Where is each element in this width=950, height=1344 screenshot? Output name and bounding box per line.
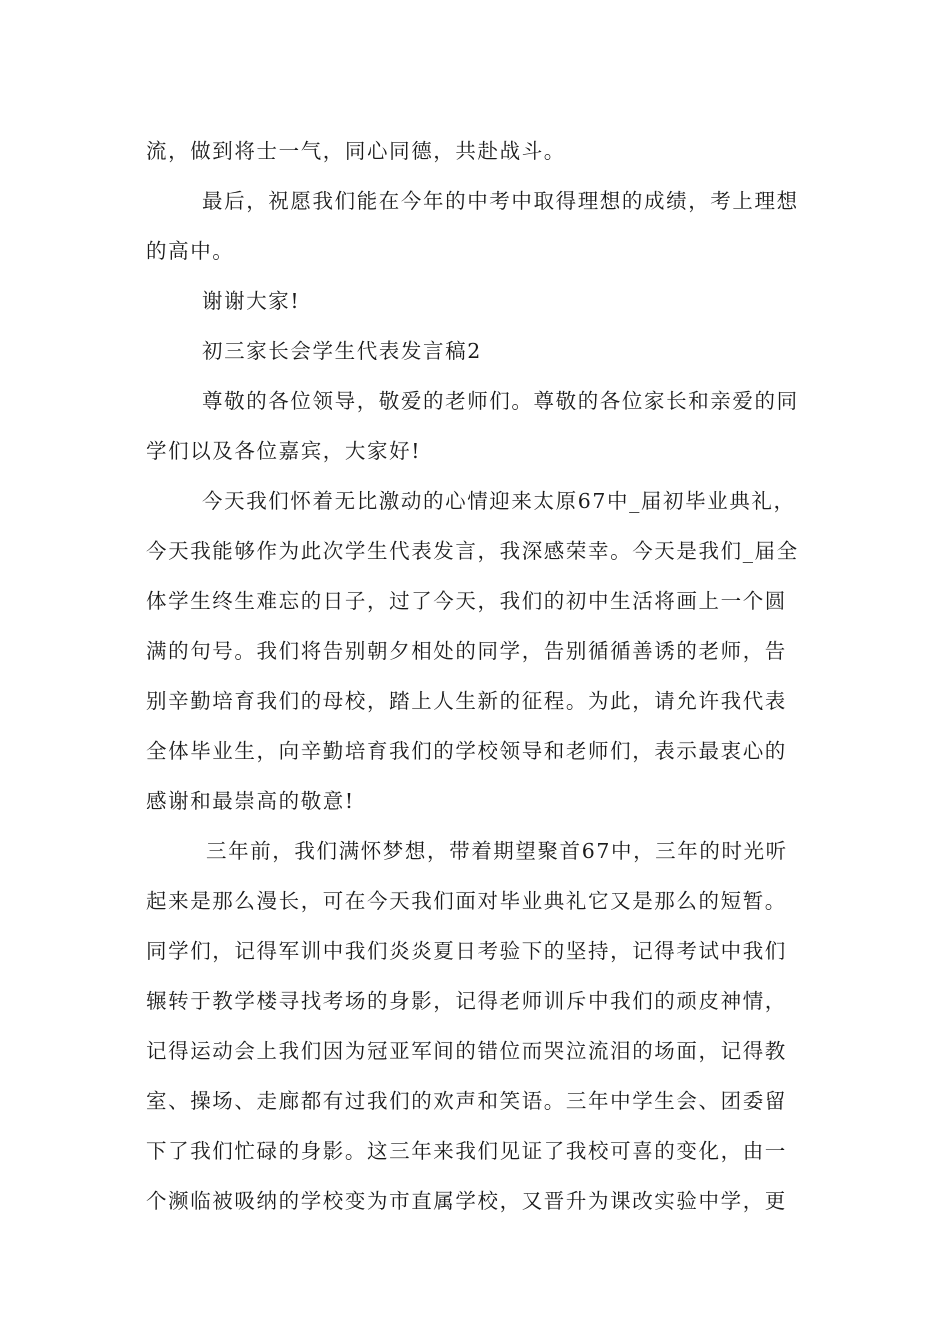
text-line: 今天我们怀着无比激动的心情迎来太原67中_届初毕业典礼，: [202, 489, 796, 513]
text-line: 同学们，记得军训中我们炎炎夏日考验下的坚持，记得考试中我们: [146, 939, 787, 963]
text-line: 全体毕业生，向辛勤培育我们的学校领导和老师们，表示最衷心的: [146, 739, 787, 763]
text-line: 记得运动会上我们因为冠亚军间的错位而哭泣流泪的场面，记得教: [146, 1039, 787, 1063]
text-line: 别辛勤培育我们的母校，踏上人生新的征程。为此，请允许我代表: [146, 689, 787, 713]
text-line: 室、操场、走廊都有过我们的欢声和笑语。三年中学生会、团委留: [146, 1089, 787, 1113]
text-line: 三年前，我们满怀梦想，带着期望聚首67中，三年的时光听: [206, 839, 788, 863]
text-line: 的高中。: [146, 239, 235, 263]
text-line: 谢谢大家!: [202, 289, 301, 313]
text-line: 辗转于教学楼寻找考场的身影，记得老师训斥中我们的顽皮神情，: [146, 989, 787, 1013]
text-line: 下了我们忙碌的身影。这三年来我们见证了我校可喜的变化，由一: [146, 1139, 787, 1163]
text-line: 体学生终生难忘的日子，过了今天，我们的初中生活将画上一个圆: [146, 589, 787, 613]
text-line: 流，做到将士一气，同心同德，共赴战斗。: [146, 139, 566, 163]
text-line: 今天我能够作为此次学生代表发言，我深感荣幸。今天是我们_届全: [146, 539, 799, 563]
text-line: 感谢和最崇高的敬意!: [146, 789, 355, 813]
text-line: 满的句号。我们将告别朝夕相处的同学，告别循循善诱的老师，告: [146, 639, 787, 663]
text-line: 个濒临被吸纳的学校变为市直属学校，又晋升为课改实验中学，更: [146, 1189, 787, 1213]
text-line: 起来是那么漫长，可在今天我们面对毕业典礼它又是那么的短暂。: [146, 889, 787, 913]
section-heading: 初三家长会学生代表发言稿2: [202, 339, 482, 363]
text-line: 最后，祝愿我们能在今年的中考中取得理想的成绩，考上理想: [202, 189, 799, 213]
text-line: 学们以及各位嘉宾，大家好!: [146, 439, 422, 463]
text-line: 尊敬的各位领导，敬爱的老师们。尊敬的各位家长和亲爱的同: [202, 389, 799, 413]
